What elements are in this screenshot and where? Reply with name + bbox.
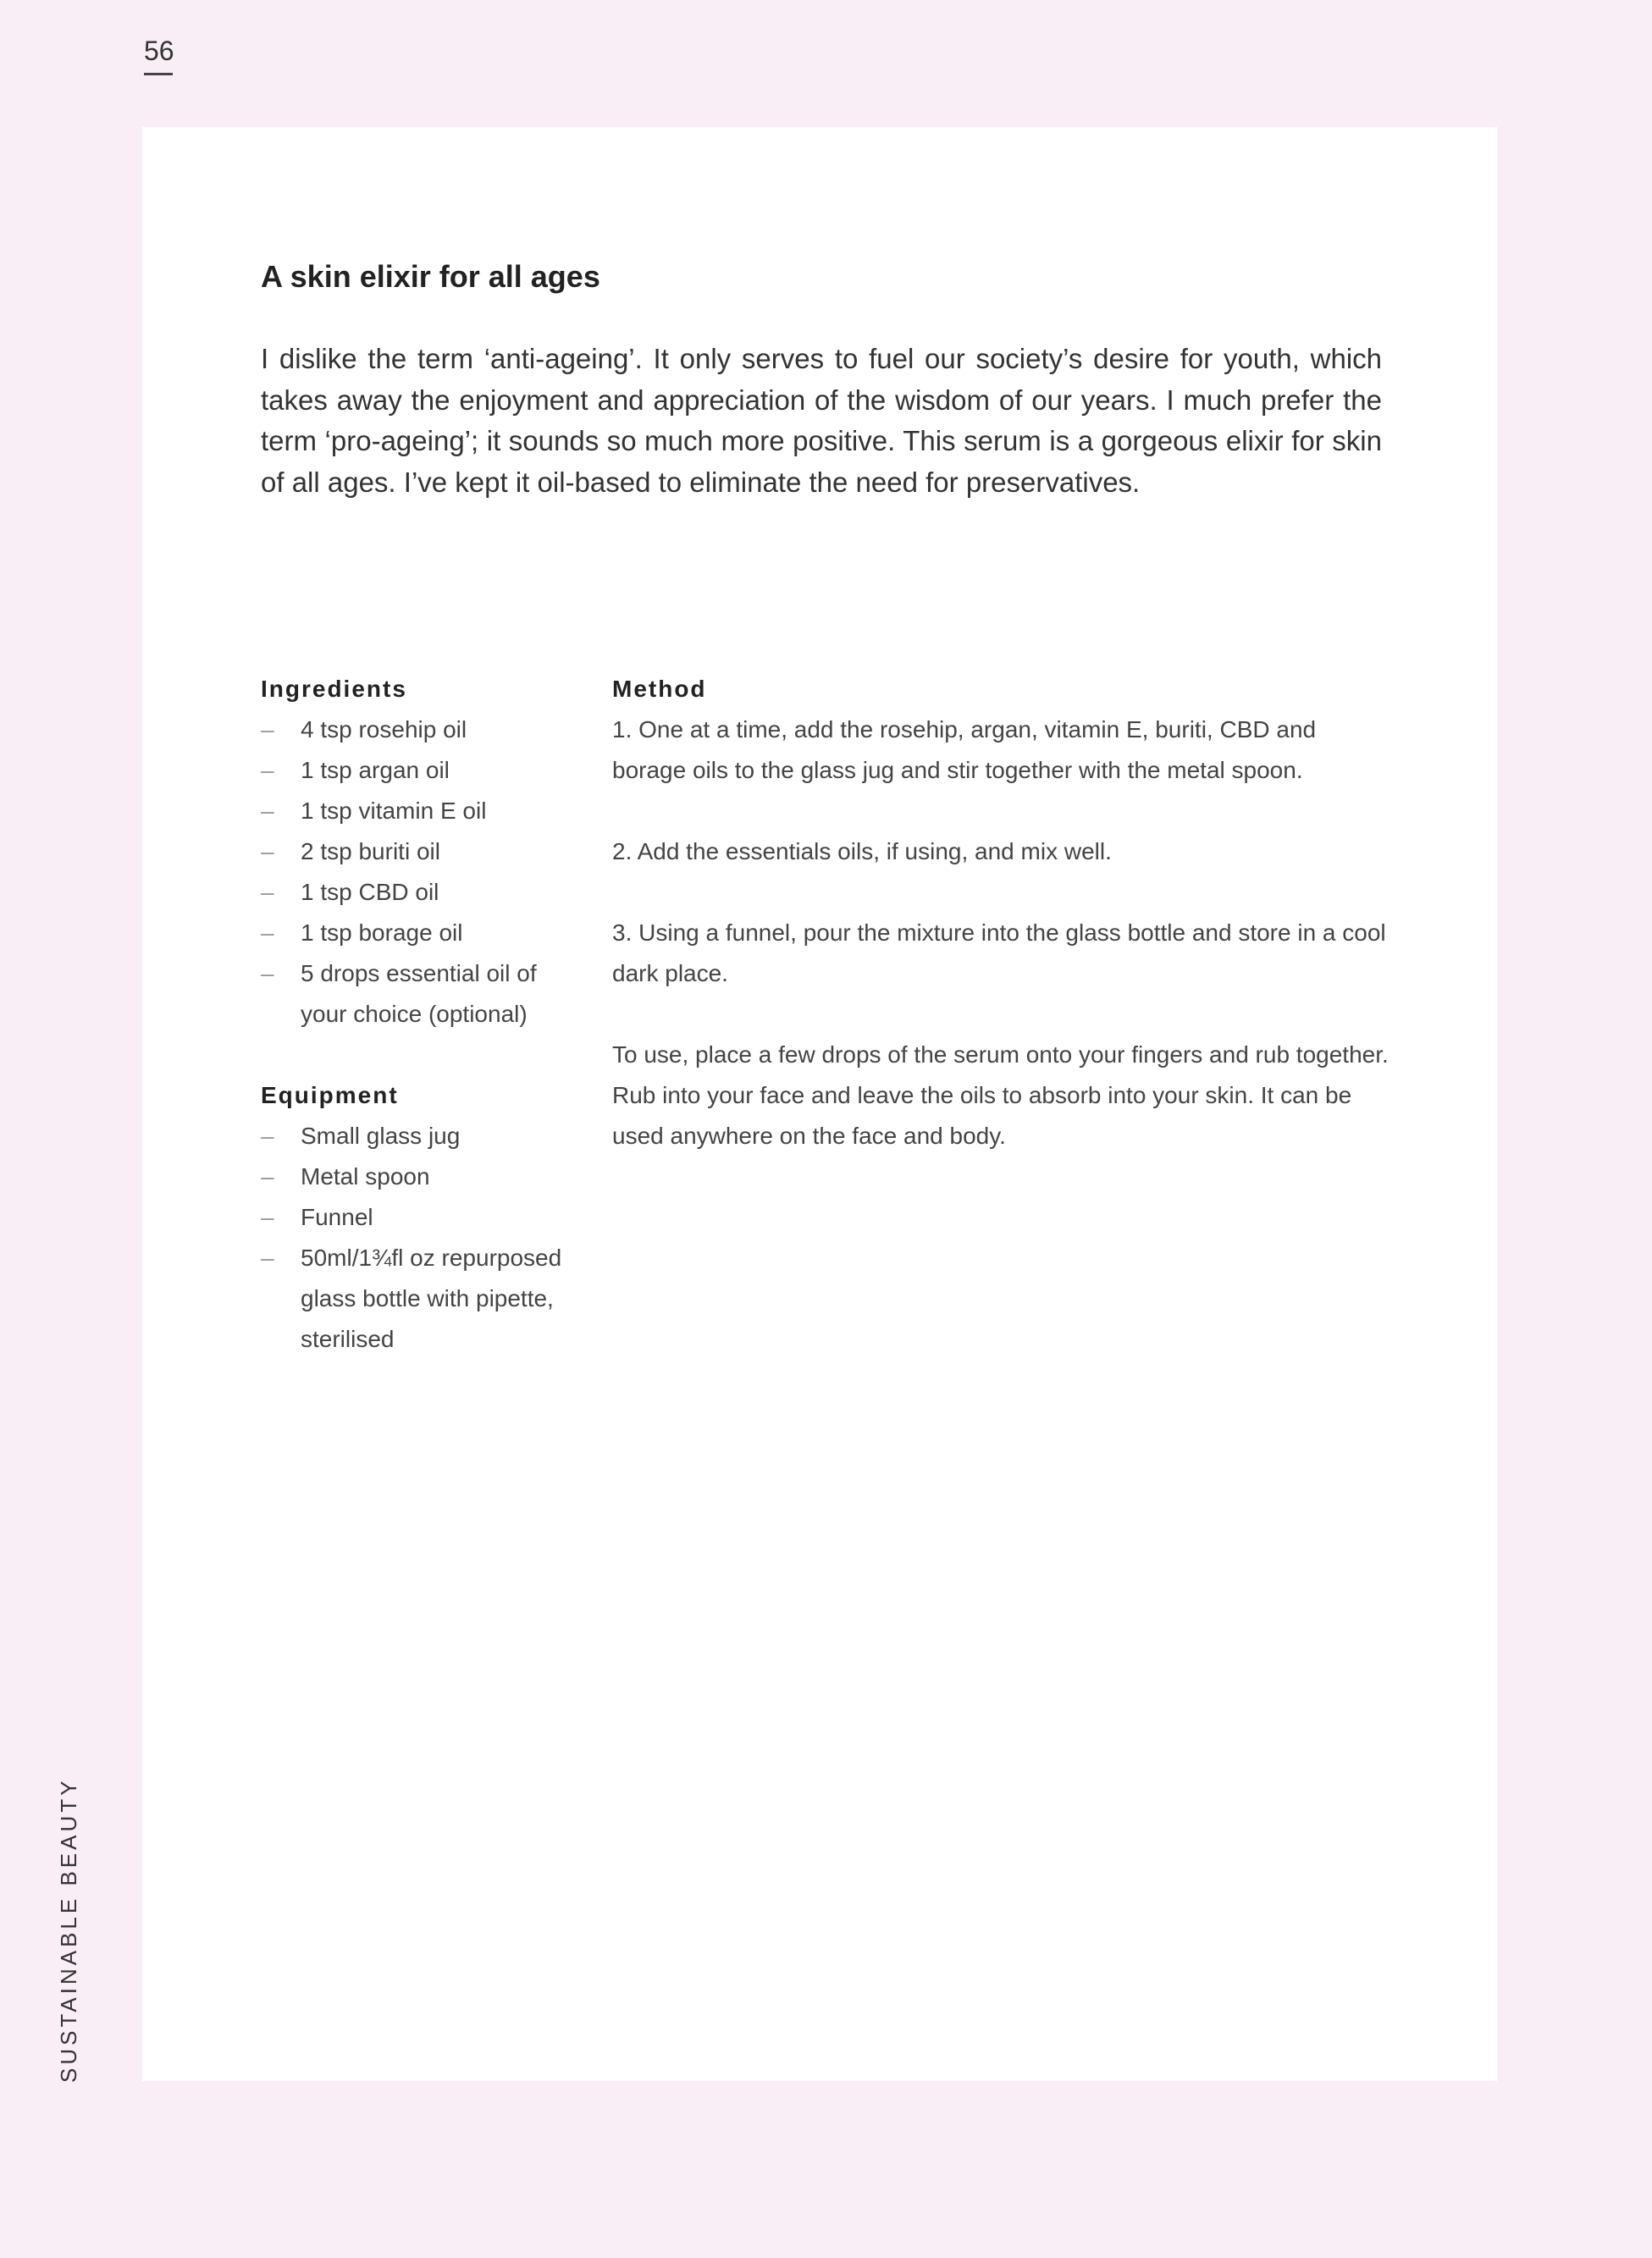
list-item-text: 4 tsp rosehip oil xyxy=(301,716,467,743)
equipment-heading: Equipment xyxy=(261,1082,399,1108)
method-section xyxy=(612,669,1391,1197)
method-usage: To use, place a few drops of the serum onto your fingers and rub together. Rub into your face and leave the oils to absorb into your skin. It can be used anywhere on the face and body. xyxy=(612,1041,1389,1149)
dash-bullet: – xyxy=(261,838,274,864)
dash-bullet: – xyxy=(261,1245,274,1271)
list-item xyxy=(261,913,583,953)
dash-bullet: – xyxy=(261,1123,274,1149)
method-step: 2. Add the essentials oils, if using, and mix well. xyxy=(612,838,1112,864)
dash-bullet: – xyxy=(261,1204,274,1230)
page-number-underline xyxy=(144,73,173,75)
method-heading: Method xyxy=(612,676,707,702)
ingredients-list xyxy=(261,709,583,1035)
dash-bullet: – xyxy=(261,960,274,986)
running-head: SUSTAINABLE BEAUTY xyxy=(56,1777,81,2083)
intro-paragraph: I dislike the term ‘anti-ageing’. It only serves to fuel our society’s desire for youth, which takes away the enjoyment and appreciation of the wisdom of our years. I much prefer the term ‘pro-ageing’; it sounds so much more positive. This serum is a gorgeous elixir for skin of all ages. I’ve kept it oil-based to eliminate the need for preservatives. xyxy=(261,343,1382,498)
equipment-list xyxy=(261,1116,583,1360)
dash-bullet: – xyxy=(261,1163,274,1190)
dash-bullet: – xyxy=(261,879,274,905)
ingredients-section xyxy=(261,669,583,1035)
list-item xyxy=(261,1116,583,1157)
list-item-text: Funnel xyxy=(301,1204,373,1230)
list-item xyxy=(261,953,583,1035)
list-item-text: 1 tsp argan oil xyxy=(301,757,450,783)
list-item xyxy=(261,872,583,913)
list-item xyxy=(261,1197,583,1238)
list-item-text: 1 tsp CBD oil xyxy=(301,879,439,905)
list-item xyxy=(261,1238,583,1360)
equipment-section xyxy=(261,1075,583,1360)
list-item-text: Small glass jug xyxy=(301,1123,461,1149)
list-item-text: 5 drops essential oil of your choice (optional) xyxy=(301,960,537,1027)
dash-bullet: – xyxy=(261,798,274,824)
list-item-text: Metal spoon xyxy=(301,1163,430,1190)
dash-bullet: – xyxy=(261,757,274,783)
dash-bullet: – xyxy=(261,919,274,946)
page-number: 56 xyxy=(144,36,174,66)
method-step: 3. Using a funnel, pour the mixture into the glass bottle and store in a cool dark place. xyxy=(612,919,1386,986)
dash-bullet: – xyxy=(261,716,274,743)
list-item xyxy=(261,831,583,872)
ingredients-heading: Ingredients xyxy=(261,676,407,702)
list-item-text: 2 tsp buriti oil xyxy=(301,838,440,864)
recipe-title: A skin elixir for all ages xyxy=(261,259,600,294)
list-item xyxy=(261,1157,583,1197)
list-item xyxy=(261,750,583,791)
method-step: 1. One at a time, add the rosehip, argan, vitamin E, buriti, CBD and borage oils to the glass jug and stir together with the metal spoon. xyxy=(612,716,1317,783)
list-item-text: 50ml/1¾fl oz repurposed glass bottle with pipette, sterilised xyxy=(301,1245,562,1352)
list-item-text: 1 tsp borage oil xyxy=(301,919,463,946)
list-item xyxy=(261,791,583,831)
list-item-text: 1 tsp vitamin E oil xyxy=(301,798,487,824)
list-item xyxy=(261,709,583,750)
